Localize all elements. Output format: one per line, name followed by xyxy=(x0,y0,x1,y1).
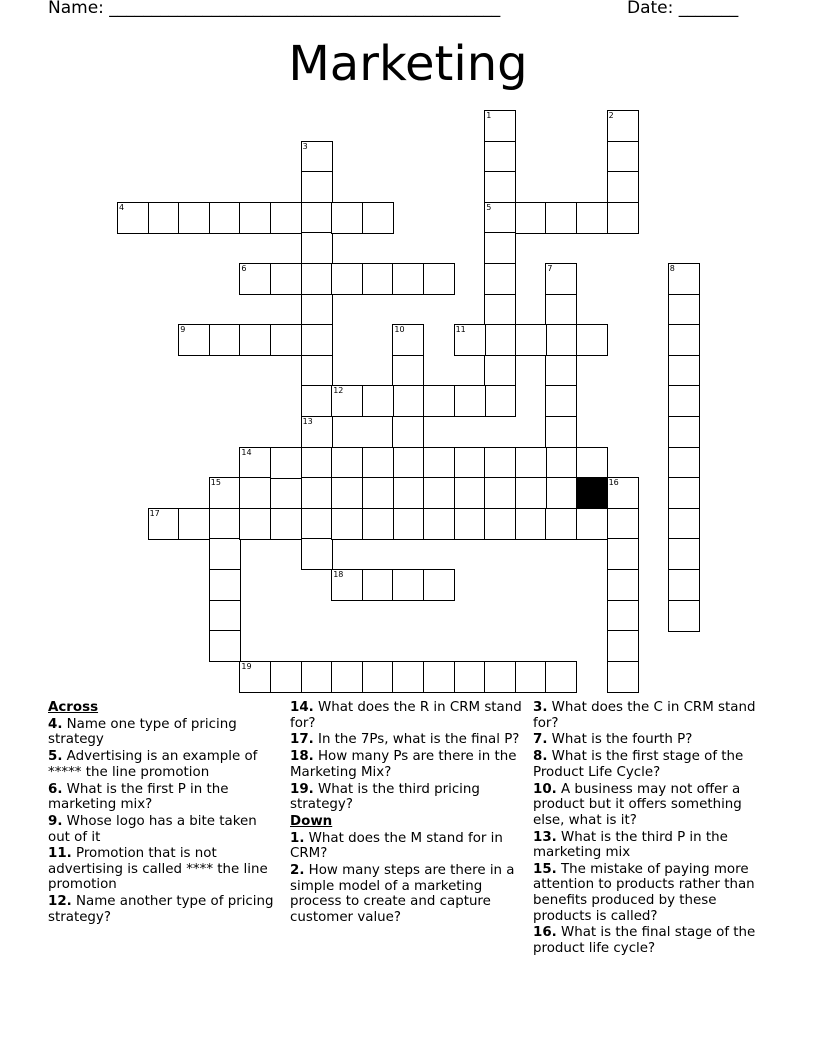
clue-label: 1. xyxy=(290,830,305,846)
grid-cell[interactable] xyxy=(454,324,486,356)
grid-cell[interactable] xyxy=(362,477,394,509)
grid-cell[interactable] xyxy=(607,508,639,540)
page-title: Marketing xyxy=(288,36,528,92)
clue-number: 12 xyxy=(333,386,344,396)
grid-cell[interactable] xyxy=(209,508,241,540)
grid-cell[interactable] xyxy=(423,569,455,601)
date-field xyxy=(627,0,738,18)
grid-cell[interactable] xyxy=(392,661,424,693)
name-label: Name: xyxy=(48,0,104,18)
clue xyxy=(533,782,769,829)
grid-cell[interactable] xyxy=(545,508,577,540)
clue-label: 16. xyxy=(533,925,557,941)
clue-text: Promotion that is not advertising is called **** the line promotion xyxy=(48,846,268,893)
date-label: Date: xyxy=(627,0,674,18)
grid-cell[interactable] xyxy=(331,569,363,601)
grid-cell[interactable] xyxy=(668,263,700,295)
grid-cell[interactable] xyxy=(209,600,241,632)
grid-cell[interactable] xyxy=(545,385,577,417)
date-line: _______ xyxy=(678,0,739,18)
grid-cell[interactable] xyxy=(515,447,547,479)
grid-cell[interactable] xyxy=(270,661,302,693)
grid-cell[interactable] xyxy=(515,661,547,693)
clue-text: In the 7Ps, what is the final P? xyxy=(313,732,520,748)
grid-cell[interactable] xyxy=(545,661,577,693)
clue-number: 4 xyxy=(119,202,125,212)
clue-text: What is the fourth P? xyxy=(547,732,693,748)
grid-cell[interactable] xyxy=(668,569,700,601)
grid-cell[interactable] xyxy=(239,263,271,295)
clue-label: 10. xyxy=(533,781,557,797)
grid-cell[interactable] xyxy=(484,355,516,387)
grid-cell[interactable] xyxy=(270,447,302,479)
grid-cell[interactable] xyxy=(362,202,394,234)
clue-number: 14 xyxy=(241,447,252,457)
grid-cell[interactable] xyxy=(545,447,577,479)
grid-cell[interactable] xyxy=(607,477,639,509)
grid-cell[interactable] xyxy=(515,202,547,234)
grid-cell[interactable] xyxy=(239,661,271,693)
clue-text: What does the M stand for in CRM? xyxy=(290,830,503,862)
grid-cell[interactable] xyxy=(331,477,363,509)
grid-cell[interactable] xyxy=(515,508,547,540)
grid-cell[interactable] xyxy=(454,508,486,540)
grid-cell[interactable] xyxy=(270,324,302,356)
grid-cell[interactable] xyxy=(392,477,424,509)
grid-cell[interactable] xyxy=(515,477,547,509)
clue-label: 12. xyxy=(48,894,72,910)
grid-cell[interactable] xyxy=(454,477,486,509)
grid-cell[interactable] xyxy=(484,294,516,326)
clue-number: 17 xyxy=(149,508,160,518)
grid-cell[interactable] xyxy=(178,202,210,234)
clue-number: 13 xyxy=(302,417,313,426)
clue-number: 10 xyxy=(394,325,405,335)
grid-cell[interactable] xyxy=(668,355,700,387)
grid-cell[interactable] xyxy=(484,202,516,234)
clue-label: 6. xyxy=(48,781,63,797)
grid-cell[interactable] xyxy=(423,477,455,509)
grid-cell[interactable] xyxy=(270,263,302,295)
grid-cell[interactable] xyxy=(301,202,333,234)
clue-text: Advertising is an example of ***** the line promotion xyxy=(48,749,258,780)
grid-cell[interactable] xyxy=(301,355,333,387)
grid-cell[interactable] xyxy=(209,324,241,356)
clue xyxy=(290,863,526,925)
clue-label: 8. xyxy=(533,749,548,765)
clue-text: What is the third pricing strategy? xyxy=(290,781,480,813)
grid-cell[interactable] xyxy=(423,447,455,479)
grid-cell[interactable] xyxy=(484,385,516,417)
clue xyxy=(48,846,276,893)
grid-cell[interactable] xyxy=(607,569,639,601)
clue xyxy=(533,700,769,731)
grid-cell[interactable] xyxy=(668,600,700,632)
grid-cell[interactable] xyxy=(607,661,639,693)
grid-cell[interactable] xyxy=(484,141,516,173)
grid-cell[interactable] xyxy=(423,385,455,417)
grid-cell[interactable] xyxy=(209,538,241,570)
grid-cell[interactable] xyxy=(362,569,394,601)
grid-cell[interactable] xyxy=(392,355,424,387)
grid-cell[interactable] xyxy=(545,477,577,509)
grid-cell[interactable] xyxy=(301,171,333,203)
grid-cell[interactable] xyxy=(545,416,577,448)
clue-label: 4. xyxy=(48,716,63,732)
clue xyxy=(48,814,276,845)
grid-cell[interactable] xyxy=(301,661,333,693)
grid-cell[interactable] xyxy=(668,385,700,417)
grid-cell[interactable] xyxy=(362,508,394,540)
grid-cell[interactable] xyxy=(454,447,486,479)
grid-cell[interactable] xyxy=(392,263,424,295)
clue xyxy=(533,830,769,861)
clue-label: 2. xyxy=(290,863,305,879)
grid-cell[interactable] xyxy=(423,508,455,540)
clue-label: 14. xyxy=(290,700,314,715)
clue-text: Whose logo has a bite taken out of it xyxy=(48,813,257,845)
grid-cell[interactable] xyxy=(270,202,302,234)
clues-column-3 xyxy=(533,700,769,958)
grid-cell[interactable] xyxy=(545,294,577,326)
clue xyxy=(48,717,276,748)
clue-text: Name another type of pricing strategy? xyxy=(48,894,274,925)
grid-cell[interactable] xyxy=(270,508,302,540)
grid-cell[interactable] xyxy=(392,508,424,540)
grid-cell[interactable] xyxy=(301,141,333,173)
grid-cell[interactable] xyxy=(484,324,516,356)
clue-number: 11 xyxy=(455,325,466,335)
name-field xyxy=(48,0,500,18)
grid-cell[interactable] xyxy=(392,385,424,417)
grid-cell[interactable] xyxy=(668,447,700,479)
clue-text: What does the R in CRM stand for? xyxy=(290,700,522,731)
grid-cell[interactable] xyxy=(239,477,271,509)
clue xyxy=(533,749,769,780)
grid-cell[interactable] xyxy=(209,477,241,509)
clue-number: 7 xyxy=(547,264,553,273)
grid-cell[interactable] xyxy=(545,324,577,356)
grid-cell[interactable] xyxy=(668,324,700,356)
grid-cell[interactable] xyxy=(331,661,363,693)
grid-cell[interactable] xyxy=(668,538,700,570)
clue-text: A business may not offer a product but it offers something else, what is it? xyxy=(533,781,742,828)
clue-label: 18. xyxy=(290,749,314,765)
grid-cell[interactable] xyxy=(331,447,363,479)
clue xyxy=(533,925,769,956)
clue xyxy=(290,732,526,748)
clue-text: What is the final stage of the product life cycle? xyxy=(533,925,756,957)
clue xyxy=(290,831,526,862)
grid-cell[interactable] xyxy=(392,447,424,479)
grid-cell[interactable] xyxy=(484,171,516,203)
grid-cell[interactable] xyxy=(392,569,424,601)
grid-cell[interactable] xyxy=(209,202,241,234)
grid-cell[interactable] xyxy=(545,263,577,295)
grid-cell[interactable] xyxy=(576,202,608,234)
section-heading: Across xyxy=(48,700,99,715)
grid-cell[interactable] xyxy=(607,202,639,234)
clue-label: 9. xyxy=(48,813,63,829)
grid-cell[interactable] xyxy=(362,263,394,295)
grid-cell[interactable] xyxy=(209,630,241,662)
grid-cell[interactable] xyxy=(484,110,516,142)
clue-text: How many steps are there in a simple model of a marketing process to create and capture customer value? xyxy=(290,863,515,925)
grid-cell[interactable] xyxy=(178,324,210,356)
grid-cell[interactable] xyxy=(454,661,486,693)
grid-cell[interactable] xyxy=(362,385,394,417)
clue-label: 7. xyxy=(533,732,548,748)
grid-cell[interactable] xyxy=(576,324,608,356)
clue-number: 2 xyxy=(608,111,614,120)
clue-number: 15 xyxy=(210,478,221,488)
grid-cell[interactable] xyxy=(301,477,333,509)
clue xyxy=(533,732,769,748)
grid-cell[interactable] xyxy=(607,171,639,203)
clue-number: 3 xyxy=(302,141,308,151)
clue-text: What is the first stage of the Product Life Cycle? xyxy=(533,749,744,780)
clue xyxy=(48,749,276,780)
grid-cell[interactable] xyxy=(239,202,271,234)
grid-cell[interactable] xyxy=(484,661,516,693)
grid-cell[interactable] xyxy=(423,263,455,295)
grid-cell[interactable] xyxy=(484,477,516,509)
grid-cell[interactable] xyxy=(607,538,639,570)
grid-cell[interactable] xyxy=(668,294,700,326)
grid-cell[interactable] xyxy=(301,324,333,356)
grid-cell[interactable] xyxy=(301,508,333,540)
grid-cell[interactable] xyxy=(484,263,516,295)
grid-cell[interactable] xyxy=(576,508,608,540)
clue-text: The mistake of paying more attention to products rather than benefits produced by these products is called? xyxy=(533,861,755,924)
clue-text: What does the C in CRM stand for? xyxy=(533,700,756,731)
clue xyxy=(290,749,526,780)
section-heading: Down xyxy=(290,813,333,829)
grid-cell[interactable] xyxy=(484,232,516,264)
clue-text: What is the third P in the marketing mix xyxy=(533,829,728,861)
grid-cell[interactable] xyxy=(362,447,394,479)
clue-number: 18 xyxy=(333,570,344,579)
grid-cell[interactable] xyxy=(362,661,394,693)
grid-cell[interactable] xyxy=(301,385,333,417)
grid-cell[interactable] xyxy=(392,324,424,356)
grid-cell[interactable] xyxy=(178,508,210,540)
grid-cell[interactable] xyxy=(668,477,700,509)
clue-label: 17. xyxy=(290,732,314,748)
clue-label: 15. xyxy=(533,861,557,877)
clue xyxy=(48,782,276,813)
grid-cell[interactable] xyxy=(209,569,241,601)
clue-label: 13. xyxy=(533,829,557,845)
grid-cell[interactable] xyxy=(301,447,333,479)
grid-cell[interactable] xyxy=(331,202,363,234)
clue xyxy=(533,862,769,924)
grid-cell[interactable] xyxy=(484,508,516,540)
clues-column-1 xyxy=(48,700,276,927)
clue-label: 11. xyxy=(48,846,72,862)
grid-cell[interactable] xyxy=(239,447,271,479)
grid-cell[interactable] xyxy=(607,630,639,662)
clue-text: How many Ps are there in the Marketing Mix? xyxy=(290,749,517,780)
clue-number: 19 xyxy=(241,661,252,671)
grid-cell[interactable] xyxy=(331,508,363,540)
clue-number: 6 xyxy=(241,264,247,273)
clue-number: 16 xyxy=(608,478,619,488)
grid-cell[interactable] xyxy=(301,294,333,326)
grid-cell[interactable] xyxy=(484,447,516,479)
grid-cell[interactable] xyxy=(607,110,639,142)
grid-cell[interactable] xyxy=(515,324,547,356)
clue-number: 5 xyxy=(486,202,492,212)
clues-column-2 xyxy=(290,700,526,927)
clue-number: 8 xyxy=(669,264,675,273)
grid-cell[interactable] xyxy=(239,508,271,540)
clue-text: Name one type of pricing strategy xyxy=(48,716,237,748)
grid-cell[interactable] xyxy=(331,263,363,295)
grid-cell[interactable] xyxy=(301,263,333,295)
grid-cell[interactable] xyxy=(607,600,639,632)
grid-cell[interactable] xyxy=(454,385,486,417)
grid-cell[interactable] xyxy=(545,355,577,387)
grid-cell[interactable] xyxy=(301,416,333,448)
grid-cell[interactable] xyxy=(148,202,180,234)
clue xyxy=(48,894,276,925)
clue-number: 1 xyxy=(486,111,492,120)
clue-number: 9 xyxy=(180,325,186,335)
grid-cell[interactable] xyxy=(392,416,424,448)
grid-cell[interactable] xyxy=(301,538,333,570)
grid-cell[interactable] xyxy=(239,324,271,356)
grid-cell[interactable] xyxy=(331,385,363,417)
name-line: ______________________________________________ xyxy=(109,0,501,18)
grid-cell[interactable] xyxy=(668,508,700,540)
grid-cell[interactable] xyxy=(576,447,608,479)
clue-text: What is the first P in the marketing mix? xyxy=(48,781,229,813)
clue xyxy=(290,782,526,813)
grid-cell[interactable] xyxy=(301,232,333,264)
clue-label: 3. xyxy=(533,700,548,715)
grid-cell[interactable] xyxy=(545,202,577,234)
clue xyxy=(290,700,526,731)
grid-cell[interactable] xyxy=(668,416,700,448)
grid-black-cell xyxy=(576,477,608,509)
clue-label: 19. xyxy=(290,781,314,797)
clue-label: 5. xyxy=(48,749,63,765)
grid-cell[interactable] xyxy=(117,202,149,234)
grid-cell[interactable] xyxy=(423,661,455,693)
grid-cell[interactable] xyxy=(607,141,639,173)
grid-cell[interactable] xyxy=(148,508,180,540)
